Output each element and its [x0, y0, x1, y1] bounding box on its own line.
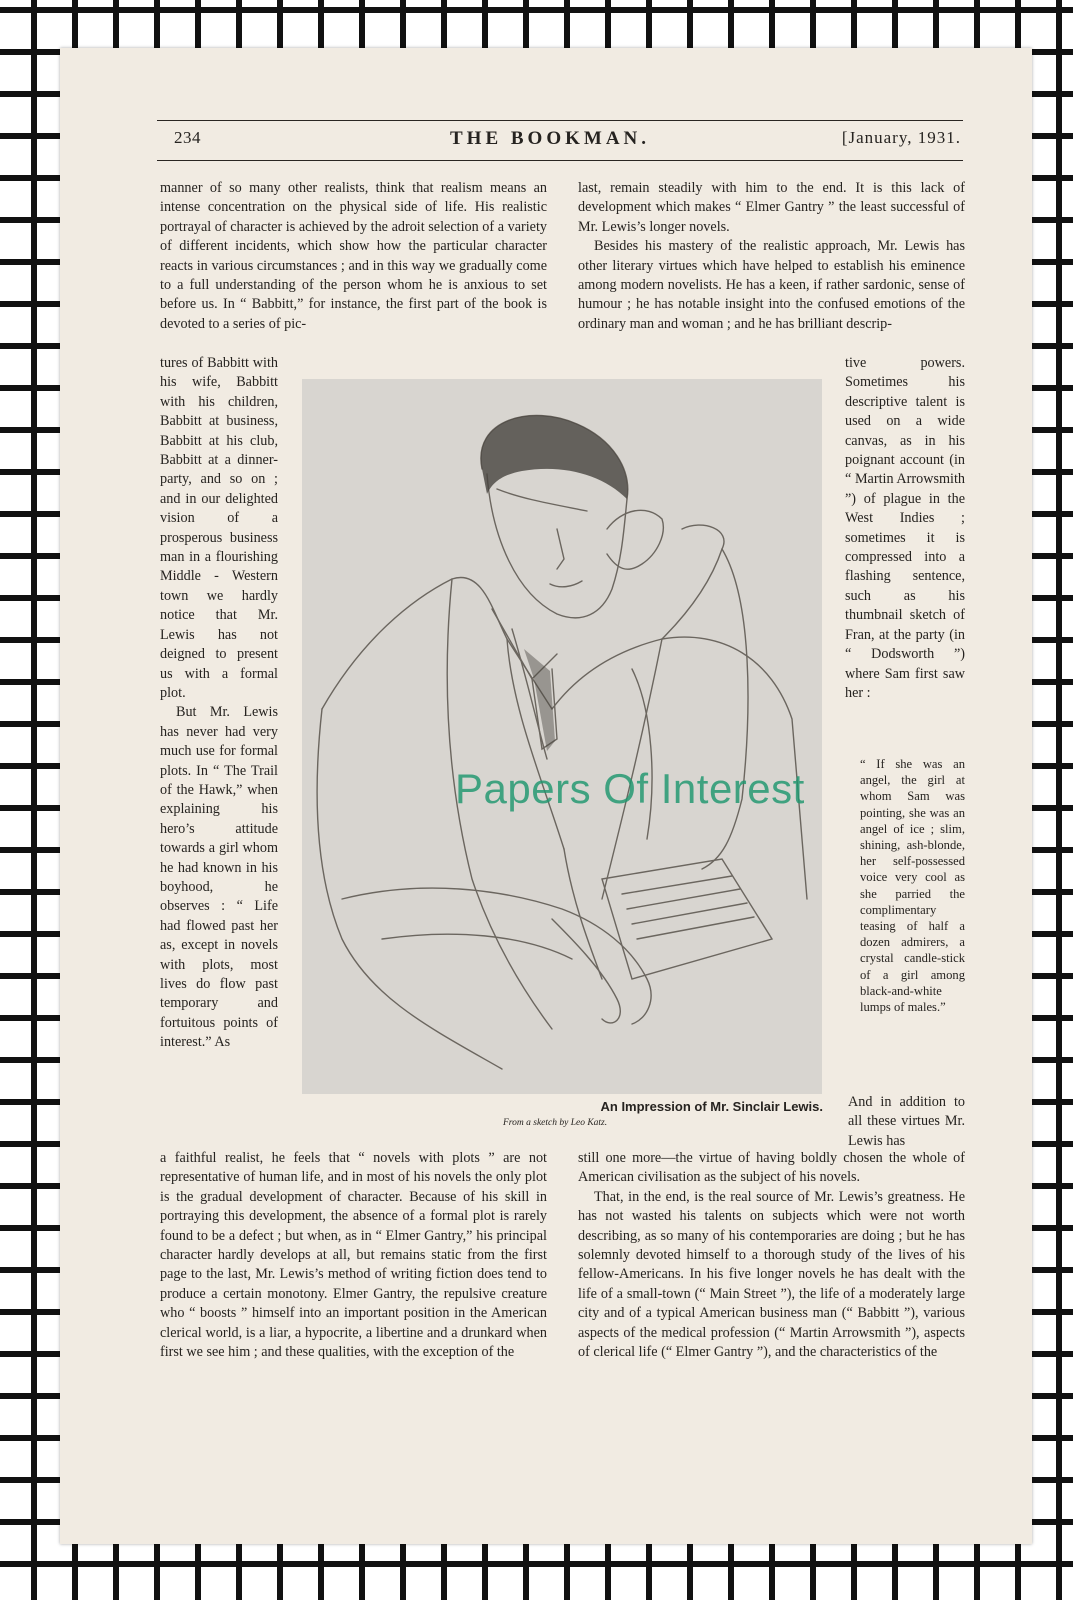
right-column-narrow	[845, 354, 965, 703]
right-paragraph-4: That, in the end, is the real source of Mr. Lewis’s greatness. He has not wasted his talents on subjects which were not worth describing, as so many of his contemporaries are doing ; but he has solemnly devoted himself to a thorough study of the lives of his fellow-Americans. In his five longer novels he has dealt with the life of a small-town (“ Main Street ”), the life of a moderately large city and of a typical American business man (“ Babbitt ”), various aspects of the medical profession (“ Martin Arrowsmith ”), aspects of clerical life (“ Elmer Gantry ”), and the characteristics of the	[578, 1188, 965, 1361]
figure-caption: An Impression of Mr. Sinclair Lewis.	[600, 1099, 823, 1114]
right-paragraph-1: last, remain steadily with him to the end. It is this lack of development which makes “ Elmer Gantry ” the least successful of Mr. Lewis’s longer novels.	[578, 180, 965, 235]
right-paragraph-2: Besides his mastery of the realistic approach, Mr. Lewis has other literary virtues which have helped to establish his eminence among modern novelists. He has a keen, if rather sardonic, sense of humour ; he has notable insight into the confused emotions of the ordinary man and woman ; and he has brilliant descrip-	[578, 238, 965, 332]
header-top-rule	[157, 120, 963, 121]
right-column-narrow-2	[848, 1093, 965, 1151]
portrait-illustration	[302, 379, 822, 1094]
right-paragraph-3-cont: still one more—the virtue of having boldly chosen the whole of American civilisation as the subject of his novels.	[578, 1150, 965, 1186]
right-paragraph-2-cont: tive powers. Sometimes his descriptive talent is used on a wide canvas, as in his poignant account (in “ Martin Arrowsmith ”) of plague in the West Indies ; sometimes it is compressed into a flashing sentence, such as his thumbnail sketch of Fran, at the party (in “ Dodsworth ”) where Sam first saw her :	[845, 355, 965, 701]
left-column-narrow	[160, 354, 278, 1053]
figure-credit: From a sketch by Leo Katz.	[503, 1118, 608, 1128]
right-column-top	[578, 179, 965, 334]
portrait-sketch	[302, 379, 822, 1094]
issue-date: [January, 1931.	[841, 128, 961, 147]
quote-text: “ If she was an angel, the girl at whom Sam was pointing, she was an angel of ice ; slim, shining, ash-blonde, her self-possessed voice very cool as she parried the complimentary teasing of half a dozen admirers, a crystal candle-stick of a girl among black-and-white lumps of males.”	[860, 757, 965, 1015]
watermark: Papers Of Interest	[455, 765, 805, 812]
left-paragraph-1-cont: tures of Babbitt with his wife, Babbitt with his children, Babbitt at business, Babbitt at his club, Babbitt at a dinner-party, and so on ; and in our delighted vision of a prosperous business man in a flourishing Middle - Western town we hardly notice that Mr. Lewis has not deigned to present us with a formal plot.	[160, 355, 278, 701]
left-paragraph-2: But Mr. Lewis has never had very much use for formal plots. In “ The Trail of the Hawk,” when explaining his hero’s attitude towards a girl whom he had known in his boyhood, he observes : “ Life had flowed past her as, except in novels with plots, most lives do flow past temporary and fortuitous points of interest.” As	[160, 704, 278, 1051]
left-paragraph-1: manner of so many other realists, think that realism means an intense concentration on the physical side of life. His realistic portrayal of character is achieved by the adroit selection of a variety of different incidents, which show how the particular character reacts in various circumstances ; and in this way we gradually come to a full understanding of the person whom he is anxious to set before us. In “ Babbitt,” for instance, the first part of the book is devoted to a series of pic-	[160, 180, 547, 332]
page-number: 234	[174, 128, 201, 147]
header-bottom-rule	[157, 160, 963, 161]
left-column-top	[160, 179, 547, 334]
right-column-bottom	[578, 1149, 965, 1362]
left-column-bottom	[160, 1149, 547, 1362]
journal-title: THE BOOKMAN.	[450, 128, 651, 149]
dodsworth-quote	[860, 756, 965, 1015]
right-paragraph-3: And in addition to all these virtues Mr. Lewis has	[848, 1094, 965, 1149]
left-paragraph-2-cont: a faithful realist, he feels that “ novels with plots ” are not representative of human life, and in most of his novels the only plot is the gradual development of character. Because of his skill in portraying this development, the absence of a formal plot is rarely found to be a defect ; but when, as in “ Elmer Gantry,” his principal character hardly develops at all, but remains static from the first page to the last, Mr. Lewis’s method of writing fiction does tend to produce a certain monotony. Elmer Gantry, the repulsive creature who “ boosts ” himself into an important position in the American clerical world, is a liar, a hypocrite, a libertine and a drunkard when first we see him ; and these qualities, with the exception of the	[160, 1150, 547, 1361]
